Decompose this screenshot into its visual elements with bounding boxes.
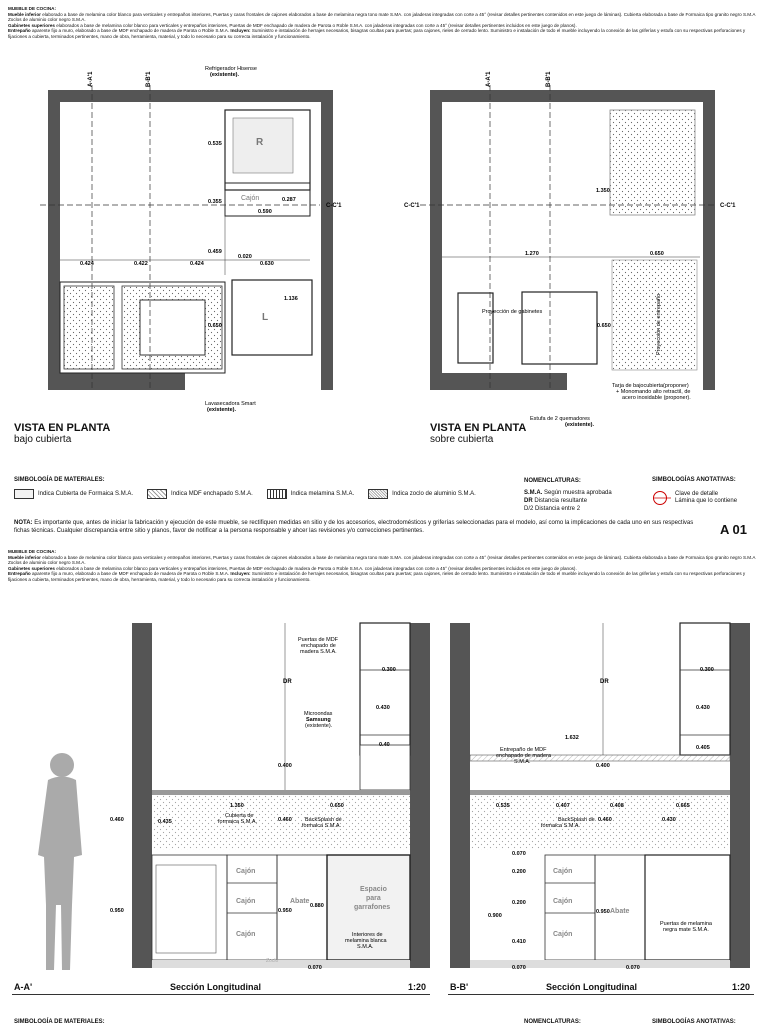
section-bb-scale: 1:20	[732, 982, 751, 992]
washer	[232, 280, 312, 355]
section-aa-scale: 1:20	[408, 982, 427, 992]
svg-text:0.950: 0.950	[596, 909, 610, 915]
plan-left-title: VISTA EN PLANTA bajo cubierta	[14, 422, 111, 445]
svg-text:+ Monomando alto retractil, de: + Monomando alto retractil, de	[616, 389, 691, 395]
bottom-nomen-title: NOMENCLATURAS:	[524, 1019, 581, 1025]
svg-text:enchapado de madera: enchapado de madera	[496, 753, 552, 759]
svg-text:C-C'1: C-C'1	[326, 203, 342, 209]
svg-text:Cajón: Cajón	[241, 195, 260, 202]
svg-text:Cubierta de: Cubierta de	[225, 813, 254, 819]
svg-text:0.070: 0.070	[308, 965, 322, 971]
svg-text:Interiores de: Interiores de	[352, 932, 383, 938]
svg-text:formaica S.M.A.: formaica S.M.A.	[302, 823, 342, 829]
plan-right-title: VISTA EN PLANTA sobre cubierta	[430, 422, 527, 445]
svg-text:formaica S.M.A.: formaica S.M.A.	[218, 819, 258, 825]
svg-text:0.407: 0.407	[556, 803, 570, 809]
svg-text:0.900: 0.900	[488, 913, 502, 919]
section-views	[0, 615, 768, 980]
svg-text:Microondas: Microondas	[304, 711, 333, 717]
svg-text:0.650: 0.650	[208, 323, 222, 329]
svg-text:BackSplash de: BackSplash de	[305, 817, 342, 823]
svg-text:Entrepaño de MDF: Entrepaño de MDF	[500, 747, 547, 753]
plan-views	[0, 55, 768, 428]
svg-text:Cajón: Cajón	[553, 931, 573, 938]
formaica-swatch	[14, 489, 34, 499]
sink	[522, 292, 597, 364]
sheet-number: A 01	[720, 522, 747, 537]
svg-text:(existente).: (existente).	[565, 422, 595, 428]
svg-text:(existente).: (existente).	[210, 72, 240, 78]
svg-text:garrafones: garrafones	[354, 904, 391, 911]
svg-text:BackSplash de: BackSplash de	[558, 817, 595, 823]
svg-text:1.136: 1.136	[284, 296, 298, 302]
svg-text:Tarja de bajocubierta(proponer: Tarja de bajocubierta(proponer)	[612, 383, 689, 389]
fridge-note: Refrigerador Hisense	[205, 66, 257, 72]
svg-text:C-C'1: C-C'1	[404, 203, 420, 209]
svg-text:DR: DR	[283, 679, 292, 685]
svg-text:0.435: 0.435	[158, 819, 172, 825]
svg-text:0.430: 0.430	[696, 705, 710, 711]
svg-text:0.424: 0.424	[80, 261, 94, 267]
svg-text:formaica S.M.A.: formaica S.M.A.	[541, 823, 581, 829]
svg-text:0.400: 0.400	[596, 763, 610, 769]
svg-text:0.400: 0.400	[278, 763, 292, 769]
stove-below	[64, 286, 114, 369]
section-bb-divider	[448, 994, 754, 995]
svg-text:B-B'1: B-B'1	[546, 71, 552, 87]
svg-text:0.300: 0.300	[700, 667, 714, 673]
svg-text:C-C'1: C-C'1	[720, 203, 736, 209]
svg-text:1.270: 1.270	[525, 251, 539, 257]
section-aa	[132, 623, 430, 968]
svg-text:Cajón: Cajón	[553, 868, 573, 875]
svg-text:Proyección de gabinetes: Proyección de gabinetes	[482, 309, 543, 315]
svg-text:B-B'1: B-B'1	[146, 71, 152, 87]
svg-text:Abate: Abate	[290, 898, 310, 905]
svg-text:1.350: 1.350	[230, 803, 244, 809]
svg-text:0.630: 0.630	[260, 261, 274, 267]
svg-text:Cajón: Cajón	[553, 898, 573, 905]
section-aa-key: A-A'	[14, 982, 33, 992]
svg-text:melamina blanca: melamina blanca	[345, 938, 387, 944]
svg-text:0.070: 0.070	[512, 851, 526, 857]
section-aa-divider	[12, 994, 430, 995]
svg-text:0.950: 0.950	[278, 908, 292, 914]
bottom-materials-title: SIMBOLOGÍA DE MATERIALES:	[14, 1019, 105, 1025]
svg-text:para: para	[366, 895, 381, 902]
svg-text:0.650: 0.650	[330, 803, 344, 809]
svg-text:0.300: 0.300	[382, 667, 396, 673]
svg-text:0.460: 0.460	[110, 817, 124, 823]
svg-text:enchapado de: enchapado de	[301, 643, 336, 649]
svg-text:0.535: 0.535	[496, 803, 510, 809]
svg-text:0.020: 0.020	[238, 254, 252, 260]
human-scale-figure	[38, 753, 82, 970]
svg-text:0.408: 0.408	[610, 803, 624, 809]
svg-text:acero inoxidable (proponer).: acero inoxidable (proponer).	[622, 395, 691, 401]
svg-text:0.535: 0.535	[208, 141, 222, 147]
svg-text:negra mate S.M.A.: negra mate S.M.A.	[663, 927, 709, 933]
svg-text:1.350: 1.350	[596, 188, 610, 194]
svg-text:0.665: 0.665	[676, 803, 690, 809]
backsplash-projection	[612, 260, 697, 370]
svg-text:0.650: 0.650	[597, 323, 611, 329]
svg-text:0.430: 0.430	[662, 817, 676, 823]
svg-text:S.M.A.: S.M.A.	[357, 944, 374, 950]
svg-text:0.424: 0.424	[190, 261, 204, 267]
svg-text:Estufa de 2 quemadores: Estufa de 2 quemadores	[530, 416, 590, 422]
svg-text:0.410: 0.410	[512, 939, 526, 945]
svg-text:DR: DR	[600, 679, 609, 685]
svg-text:0.070: 0.070	[512, 965, 526, 971]
svg-text:1.632: 1.632	[565, 735, 579, 741]
nomenclature: NOMENCLATURAS: S.M.A. Según muestra aprobada DR Distancia resultante D/2 Distancia entre 2	[524, 478, 612, 512]
svg-text:(existente).: (existente).	[305, 723, 333, 729]
svg-text:0.460: 0.460	[278, 817, 292, 823]
detail-key-icon	[652, 490, 672, 506]
svg-text:0.070: 0.070	[626, 965, 640, 971]
section-bb-key: B-B'	[450, 982, 469, 992]
svg-text:0.200: 0.200	[512, 869, 526, 875]
svg-text:A-A'1: A-A'1	[486, 71, 492, 87]
melamine-swatch	[267, 489, 287, 499]
spec-title: MUEBLE DE COCINA:	[8, 6, 56, 11]
stove-top	[458, 293, 493, 363]
plan-under-countertop	[40, 85, 333, 390]
svg-text:Espacio: Espacio	[360, 886, 387, 893]
svg-text:0.950: 0.950	[110, 908, 124, 914]
materials-legend: SIMBOLOGÍA DE MATERIALES: Indica Cubierta de Formaica S.M.A. Indica MDF enchapado S.M.A. Indica melamina S.M.A. Indica zoclo de aluminio S.M.A.	[14, 477, 476, 497]
svg-text:Samsung: Samsung	[306, 717, 331, 723]
svg-text:Proyección de entrepaño: Proyección de entrepaño	[656, 293, 662, 355]
svg-text:Lavasecadora Smart: Lavasecadora Smart	[205, 401, 256, 407]
svg-text:Cajón: Cajón	[236, 868, 256, 875]
svg-text:0.460: 0.460	[598, 817, 612, 823]
svg-text:madera S.M.A.: madera S.M.A.	[300, 649, 337, 655]
top-spec-header: MUEBLE DE COCINA: Mueble inferior elaborado a base de melamina color blanco para verticales y entrepaños interiores, Puertas y caras frontales de cajones elaborados a base de melamina negra tono mate S.MA. con jaladeras integradas con corte a 45° (revisar detalles pertinentes contenidos en este juego de láminas). Cubierta elaborada a base de Formaica tipo granito negro S.M.A Zoclos de aluminio color negro S.M.A. Gabinetes superiores elaborados a base de melamina color blanco para verticales y entrepaños interiores, Puertas de MDF enchapado de madera de Parota o Roble S.M.A. con jaladeras integradas con corte a 45° (revisar detalles pertinentes incluidos en este juego de planos). Entrepaño aparente fijo a muro, elaborado a base de MDF enchapado de madera de Parota o Roble S.M.A. Incluyen: Suministro e instalación de herrajes necesarios, bisagras ocultas para puertas; para cajones, rieles de cerrado lento. Suministro e instalación de todo el mueble incluyendo la conexión de las griferías y estufa con su respectivas perforaciones y fijaciones a cubierta, terminados pertinentes, mano de obra, herramienta, material, y todo lo necesario para su correcta instalación y funcionamiento.	[8, 6, 756, 39]
svg-text:0.650: 0.650	[650, 251, 664, 257]
svg-text:0.590: 0.590	[258, 209, 272, 215]
svg-text:0.880: 0.880	[310, 903, 324, 909]
svg-text:Abate: Abate	[610, 908, 630, 915]
section-spec-header: MUEBLE DE COCINA: Mueble inferior elaborado a base de melamina color blanco para verticales y entrepaños interiores, Puertas y caras frontales de cajones elaborados a base de melamina negra tono mate S.MA. con jaladeras integradas con corte a 45° (revisar detalles pertinentes contenidos en este juego de láminas). Cubierta elaborada a base de Formaica tipo granito negro S.M.A Zoclos de aluminio color negro S.M.A. Gabinetes superiores elaborados a base de melamina color blanco para verticales y entrepaños interiores, Puertas de MDF enchapado de madera de Parota o Roble S.M.A. con jaladeras integradas con corte a 45° (revisar detalles pertinentes incluidos en este juego de planos). Entrepaño aparente fijo a muro, elaborado a base de MDF enchapado de madera de Parota o Roble S.M.A. Incluyen: Suministro e instalación de herrajes necesarios, bisagras ocultas para puertas; para cajones, rieles de cerrado lento. Suministro e instalación de todo el mueble incluyendo la conexión de las griferías y estufa con su respectivas perforaciones y fijaciones a cubierta, terminados pertinentes, mano de obra, herramienta, material, y todo lo necesario para su correcta instalación y funcionamiento.	[8, 549, 756, 582]
svg-text:Puertas de melamina: Puertas de melamina	[660, 921, 712, 927]
annotation-symbols: SIMBOLOGÍAS ANOTATIVAS: Clave de detalle Lámina que lo contiene	[652, 477, 738, 504]
svg-text:Cajón: Cajón	[236, 931, 256, 938]
svg-text:0.422: 0.422	[134, 261, 148, 267]
svg-text:R: R	[256, 137, 264, 148]
svg-text:Cajón: Cajón	[236, 898, 256, 905]
plan-over-countertop	[420, 85, 715, 390]
svg-text:Puertas de MDF: Puertas de MDF	[298, 637, 339, 643]
svg-text:(existente).: (existente).	[207, 407, 237, 413]
section-aa-title: Sección Longitudinal	[170, 982, 262, 992]
svg-text:0.287: 0.287	[282, 197, 296, 203]
svg-text:Zoclo: Zoclo	[266, 958, 279, 964]
svg-text:0.40: 0.40	[379, 742, 390, 748]
svg-text:0.459: 0.459	[208, 249, 222, 255]
svg-text:0.355: 0.355	[208, 199, 222, 205]
section-bb-title: Sección Longitudinal	[546, 982, 638, 992]
svg-text:A-A'1: A-A'1	[88, 71, 94, 87]
svg-text:L: L	[262, 312, 269, 323]
general-note: NOTA: Es importante que, antes de iniciar la fabricación y ejecución de este mueble, se rectifiquen medidas en sitio y de los accesorios, electrodomésticos y griferías seleccionadas para el modelo, así como la implicaciones de cada uno en sus respectivas fichas técnicas. Cualquier discrepancia entre sitio y planos, favor de notificar a la persona responsable y ahcer las revisiones y/o correcciones pertinentes.	[14, 520, 694, 534]
mdf-swatch	[147, 489, 167, 499]
zoclo-swatch	[368, 489, 388, 499]
svg-text:0.405: 0.405	[696, 745, 710, 751]
svg-text:S.M.A.: S.M.A.	[514, 759, 531, 765]
svg-text:0.200: 0.200	[512, 900, 526, 906]
bottom-annot-title: SIMBOLOGÍAS ANOTATIVAS:	[652, 1019, 736, 1025]
svg-text:0.430: 0.430	[376, 705, 390, 711]
